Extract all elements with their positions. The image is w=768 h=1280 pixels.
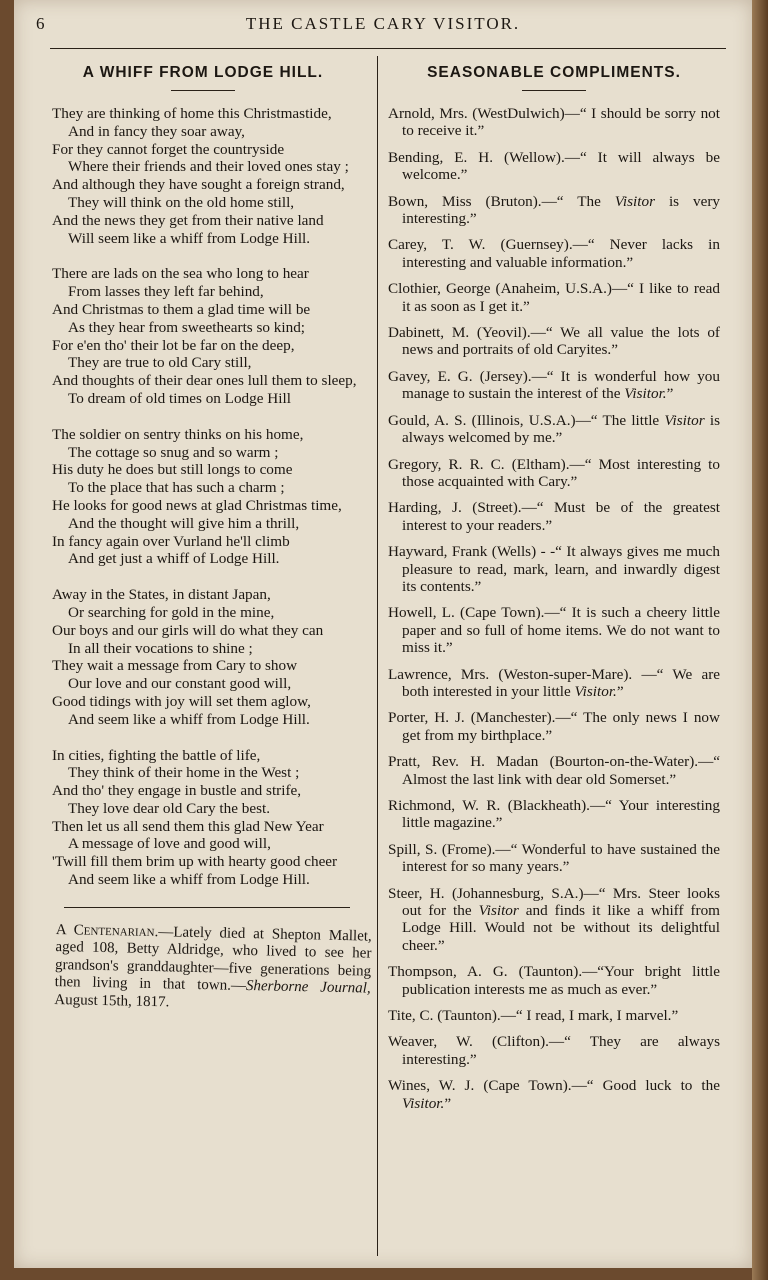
poem-line: They are true to old Cary still, [68,354,252,372]
compliment-entry [388,841,720,876]
compliment-tail: and finds it like a whiff from Lodge Hill. Would not be without its delightful cheer.” [402,902,720,954]
poem-line: They are thinking of home this Christmastide, [52,105,332,122]
compliment-entry [388,1077,720,1112]
poem-line: In all their vocations to shine ; [68,639,253,657]
poem-line: And in fancy they soar away, [68,122,245,140]
poem-line: And seem like a whiff from Lodge Hill. [68,710,310,728]
poem-line: And thoughts of their dear ones lull them to sleep, [52,372,357,390]
poem-line: And tho' they engage in bustle and strife, [52,782,302,800]
compliment-entry [388,456,720,491]
poem-line: And seem like a whiff from Lodge Hill. [68,871,310,889]
poem-stanza [34,426,372,568]
column-divider [377,56,378,1256]
compliment-text: Bown, Miss (Bruton).—“ The [388,192,615,210]
poem-line: His duty he does but still longs to come [52,461,293,479]
poem-line: Then let us all send them this glad New Year [52,817,324,835]
page-number: 6 [36,14,45,33]
compliment-text: Steer, H. (Johannesburg, S.A.)—“ Mrs. Steer looks out for the [388,884,720,920]
compliment-text: Dabinett, M. (Yeovil).—“ We all value the lots of news and portraits of old Caryites.” [388,324,720,359]
poem-line: For e'en tho' their lot be far on the deep, [52,336,295,354]
compliment-text: Carey, T. W. (Guernsey).—“ Never lacks in interesting and valuable information.” [388,236,720,271]
compliment-entry [388,193,720,228]
compliment-text: Gregory, R. R. C. (Eltham).—“ Most interesting to those acquainted with Cary.” [388,455,720,490]
poem-body [34,105,372,889]
poem-line: They think of their home in the West ; [68,764,300,782]
compliment-italic: Visitor. [574,682,617,700]
poem-line: Our love and our constant good will, [68,675,292,693]
poem-line: From lasses they left far behind, [68,283,264,301]
compliment-entry [388,236,720,271]
compliments-list [388,105,720,1112]
compliment-text: Richmond, W. R. (Blackheath).—“ Your interesting little magazine.” [388,797,720,832]
centenarian-heading: A Centenarian. [55,921,159,941]
compliment-tail: ” [616,682,624,700]
poem-stanza [34,747,372,889]
compliment-entry [388,885,720,955]
compliment-entry [388,412,720,447]
poem-title: A WHIFF FROM LODGE HILL. [82,64,324,81]
poem-line: Our boys and our girls will do what they can [52,621,324,639]
running-header [36,12,730,38]
compliment-entry [388,604,720,656]
poem-stanza [34,105,372,247]
poem-line: And although they have sought a foreign strand, [52,176,345,194]
compliment-italic: Visitor. [402,1094,445,1112]
compliment-entry [388,1007,720,1024]
compliment-entry [388,797,720,832]
magazine-page [14,0,752,1268]
compliment-entry [388,149,720,184]
poem-line: Will seem like a whiff from Lodge Hill. [68,229,311,247]
poem-line: They love dear old Cary the best. [68,799,271,817]
compliment-entry [388,709,720,744]
compliment-text: Weaver, W. (Clifton).—“ They are always interesting.” [388,1033,720,1068]
compliment-entry [388,1033,720,1068]
compliment-italic: Visitor. [624,385,667,403]
poem-title-rule [171,90,235,91]
publication-title: THE CASTLE CARY VISITOR. [245,14,521,33]
compliment-text: Harding, J. (Street).—“ Must be of the greatest interest to your readers.” [388,499,720,534]
compliment-entry [388,324,720,359]
poem-line: The soldier on sentry thinks on his home, [52,425,304,443]
header-rule [50,48,726,49]
compliment-entry [388,963,720,998]
compliment-italic: Visitor [614,192,655,210]
poem-line: He looks for good news at glad Christmas time, [52,496,342,514]
compliment-entry [388,368,720,403]
compliment-text: Lawrence, Mrs. (Weston-super-Mare). —“ We are both interested in your little [388,665,720,700]
compliment-tail: is very interesting.” [402,192,720,228]
poem-line: And the news they get from their native land [52,211,324,229]
compliment-text: Pratt, Rev. H. Madan (Bourton-on-the-Water).—“ Almost the last link with dear old Somerset.” [388,753,720,788]
poem-line: And the thought will give him a thrill, [68,514,300,532]
poem-line: Away in the States, in distant Japan, [52,586,271,604]
compliment-text: Spill, S. (Frome).—“ Wonderful to have sustained the interest for so many years.” [388,840,720,876]
compliment-text: Porter, H. J. (Manchester).—“ The only news I now get from my birthplace.” [388,709,720,744]
compliment-entry [388,666,720,701]
compliment-entry [388,499,720,534]
poem-line: There are lads on the sea who long to hear [52,265,309,283]
compliment-italic: Visitor [478,902,519,920]
poem-line: Or searching for gold in the mine, [68,603,275,621]
compliment-text: Bending, E. H. (Wellow).—“ It will always be welcome.” [388,148,720,184]
compliments-title-rule [522,90,586,91]
compliment-text: Arnold, Mrs. (WestDulwich)—“ I should be sorry not to receive it.” [388,105,720,140]
poem-line: They wait a message from Cary to show [52,657,298,675]
compliment-entry [388,753,720,788]
centenarian-source: Sherborne Journal, [245,978,371,997]
compliment-text: Howell, L. (Cape Town).—“ It is such a cheery little paper and so full of home items. We do not want to miss it.” [388,604,720,657]
compliment-text: Clothier, George (Anaheim, U.S.A.)—“ I like to read it as soon as I get it.” [388,280,720,315]
poem-line: And Christmas to them a glad time will be [52,300,311,318]
centenarian-date: August 15th, 1817. [54,991,170,1010]
poem-line: In cities, fighting the battle of life, [52,746,261,764]
poem-line: 'Twill fill them brim up with hearty good cheer [52,853,338,871]
compliment-tail: ” [666,385,674,403]
poem-line: The cottage so snug and so warm ; [68,443,279,461]
centenarian-note [54,922,372,1016]
poem-line: As they hear from sweethearts so kind; [68,318,306,336]
compliment-text: Wines, W. J. (Cape Town).—“ Good luck to the [388,1077,720,1095]
compliment-text: Hayward, Frank (Wells) - -“ It always gives me much pleasure to read, mark, learn, and inwardly digest its contents.” [388,543,720,595]
compliment-text: Thompson, A. G. (Taunton).—“Your bright little publication interests me as much as ever.” [388,963,720,998]
poem-line: Good tidings with joy will set them aglow, [52,692,311,710]
centenarian-text: —Lately died at Shepton Mallet, aged 108, Betty Aldridge, who lived to see her grandson's granddaughter—five generations being then living in that town.— [54,924,372,995]
poem-column [34,60,372,1009]
compliments-title: SEASONABLE COMPLIMENTS. [427,64,681,81]
poem-line: And get just a whiff of Lodge Hill. [68,550,280,568]
poem-stanza [34,586,372,728]
compliment-text: Gould, A. S. (Illinois, U.S.A.)—“ The little [388,411,665,429]
poem-line: In fancy again over Vurland he'll climb [52,532,290,550]
poem-line: To the place that has such a charm ; [68,479,285,497]
poem-line: For they cannot forget the countryside [52,140,285,158]
poem-line: Where their friends and their loved ones stay ; [68,158,349,176]
compliment-entry [388,543,720,595]
compliment-text: Gavey, E. G. (Jersey).—“ It is wonderful how you manage to sustain the interest of the [388,367,720,403]
poem-line: A message of love and good will, [68,835,271,853]
section-rule [64,907,350,908]
compliment-tail: is always welcomed by me.” [402,411,720,447]
poem-stanza [34,265,372,407]
compliment-tail: ” [444,1094,452,1112]
book-edge [752,0,768,1280]
compliment-italic: Visitor [664,411,705,429]
poem-line: They will think on the old home still, [68,193,295,211]
compliment-text: Tite, C. (Taunton).—“ I read, I mark, I marvel.” [388,1007,679,1025]
compliment-entry [388,105,720,140]
compliments-column [388,60,720,1121]
compliment-entry [388,280,720,315]
poem-line: To dream of old times on Lodge Hill [68,389,291,407]
